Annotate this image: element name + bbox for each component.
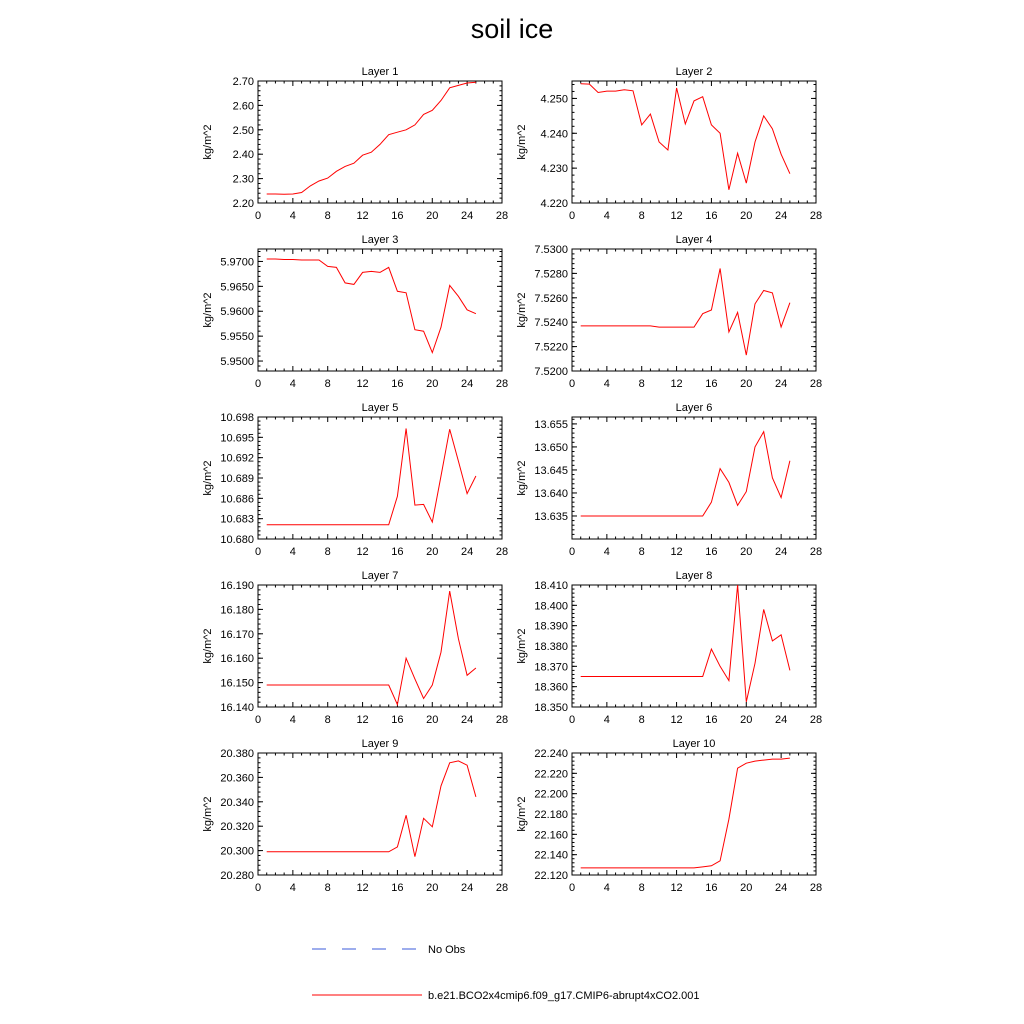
y-tick-label: 16.140 [220, 702, 254, 714]
x-tick-label: 24 [461, 546, 474, 558]
panel-title: Layer 10 [672, 738, 716, 750]
y-tick-label: 2.20 [232, 198, 254, 210]
x-tick-label: 12 [670, 882, 683, 894]
x-tick-label: 20 [426, 546, 439, 558]
y-tick-label: 4.240 [540, 128, 568, 141]
x-tick-label: 20 [426, 210, 439, 222]
x-tick-label: 24 [461, 882, 474, 894]
y-tick-label: 22.180 [534, 809, 568, 821]
x-tick-label: 8 [324, 378, 331, 390]
legend-no-obs-label: No Obs [428, 944, 466, 956]
y-axis-label: kg/m^2 [516, 292, 528, 328]
y-tick-label: 2.50 [232, 124, 254, 137]
y-tick-label: 16.180 [220, 604, 254, 617]
x-tick-label: 8 [638, 378, 645, 390]
x-tick-label: 12 [356, 546, 369, 558]
x-tick-label: 0 [254, 378, 262, 390]
panel-title: Layer 6 [675, 402, 713, 414]
panel-title: Layer 8 [675, 570, 713, 582]
x-tick-label: 4 [603, 210, 610, 222]
x-tick-label: 24 [461, 714, 474, 726]
x-tick-label: 0 [568, 210, 576, 222]
x-tick-label: 20 [426, 378, 439, 390]
y-tick-label: 10.689 [220, 473, 254, 485]
x-tick-label: 4 [289, 378, 296, 390]
y-tick-label: 20.320 [220, 821, 254, 834]
x-tick-label: 4 [289, 210, 296, 222]
x-tick-label: 12 [670, 714, 683, 726]
y-tick-label: 20.300 [220, 845, 254, 858]
x-tick-label: 12 [356, 378, 369, 390]
y-tick-label: 20.360 [220, 772, 254, 785]
x-tick-label: 12 [670, 546, 683, 558]
x-tick-label: 24 [775, 546, 788, 558]
y-tick-label: 7.5260 [534, 292, 568, 305]
y-tick-label: 13.650 [534, 441, 568, 454]
x-tick-label: 28 [809, 882, 823, 894]
x-tick-label: 4 [289, 882, 296, 894]
y-tick-label: 10.686 [220, 493, 254, 506]
y-tick-label: 20.380 [220, 748, 254, 760]
y-tick-label: 4.220 [540, 198, 568, 210]
y-tick-label: 13.640 [534, 487, 568, 500]
y-tick-label: 10.680 [220, 534, 254, 546]
y-axis-label: kg/m^2 [516, 124, 528, 160]
y-tick-label: 22.220 [534, 768, 568, 781]
x-tick-label: 20 [740, 210, 753, 222]
x-tick-label: 16 [705, 210, 718, 222]
x-tick-label: 12 [356, 882, 369, 894]
y-tick-label: 10.692 [220, 452, 254, 465]
y-tick-label: 5.9500 [220, 356, 254, 369]
y-tick-label: 2.40 [232, 149, 254, 162]
y-tick-label: 5.9550 [220, 331, 254, 344]
x-tick-label: 8 [638, 210, 645, 222]
x-tick-label: 4 [603, 378, 610, 390]
x-tick-label: 16 [391, 714, 404, 726]
y-tick-label: 18.400 [534, 600, 568, 613]
x-tick-label: 28 [495, 210, 509, 222]
x-tick-label: 4 [603, 714, 610, 726]
y-tick-label: 10.698 [220, 412, 254, 424]
panel-title: Layer 9 [361, 738, 399, 750]
y-tick-label: 2.70 [232, 76, 254, 88]
x-tick-label: 16 [391, 546, 404, 558]
y-tick-label: 22.240 [534, 748, 568, 760]
x-tick-label: 16 [705, 714, 718, 726]
panel-title: Layer 3 [361, 234, 399, 246]
y-tick-label: 13.655 [534, 418, 568, 431]
x-tick-label: 12 [670, 378, 683, 390]
x-tick-label: 8 [324, 882, 331, 894]
x-tick-label: 28 [495, 714, 509, 726]
y-axis-label: kg/m^2 [202, 628, 214, 664]
y-tick-label: 18.410 [534, 580, 568, 592]
y-tick-label: 7.5200 [534, 366, 568, 378]
x-tick-label: 28 [809, 210, 823, 222]
x-tick-label: 28 [495, 882, 509, 894]
x-tick-label: 0 [568, 546, 576, 558]
x-tick-label: 0 [254, 210, 262, 222]
y-tick-label: 18.380 [534, 641, 568, 653]
y-tick-label: 13.635 [534, 510, 568, 523]
x-tick-label: 12 [356, 714, 369, 726]
y-tick-label: 22.160 [534, 829, 568, 842]
y-tick-label: 2.30 [232, 173, 254, 186]
x-tick-label: 0 [254, 546, 262, 558]
x-tick-label: 4 [603, 546, 610, 558]
y-tick-label: 18.350 [534, 702, 568, 714]
x-tick-label: 16 [705, 546, 718, 558]
x-tick-label: 16 [705, 882, 718, 894]
x-tick-label: 4 [289, 714, 296, 726]
x-tick-label: 20 [740, 714, 753, 726]
y-tick-label: 16.190 [220, 580, 254, 592]
x-tick-label: 8 [324, 714, 331, 726]
x-tick-label: 20 [740, 882, 753, 894]
y-axis-label: kg/m^2 [516, 460, 528, 496]
x-tick-label: 28 [809, 714, 823, 726]
panel-title: Layer 2 [675, 66, 713, 78]
x-tick-label: 8 [638, 714, 645, 726]
panel-title: Layer 7 [361, 570, 399, 582]
x-tick-label: 28 [495, 546, 509, 558]
y-tick-label: 16.150 [220, 677, 254, 690]
y-tick-label: 5.9600 [220, 306, 254, 319]
x-tick-label: 16 [705, 378, 718, 390]
x-tick-label: 4 [603, 882, 610, 894]
y-tick-label: 10.683 [220, 513, 254, 526]
y-tick-label: 4.230 [540, 163, 568, 176]
y-tick-label: 13.645 [534, 464, 568, 477]
y-tick-label: 7.5240 [534, 317, 568, 330]
y-tick-label: 18.390 [534, 620, 568, 633]
x-tick-label: 0 [254, 714, 262, 726]
x-tick-label: 24 [461, 210, 474, 222]
y-axis-label: kg/m^2 [202, 292, 214, 328]
y-tick-label: 7.5220 [534, 341, 568, 354]
x-tick-label: 0 [568, 882, 576, 894]
y-tick-label: 5.9650 [220, 281, 254, 294]
panel-title: Layer 1 [361, 66, 399, 78]
y-axis-label: kg/m^2 [516, 628, 528, 664]
x-tick-label: 24 [775, 882, 788, 894]
figure-title: soil ice [470, 14, 554, 44]
x-tick-label: 16 [391, 882, 404, 894]
x-tick-label: 16 [391, 210, 404, 222]
y-axis-label: kg/m^2 [516, 796, 528, 832]
panel-title: Layer 5 [361, 402, 399, 414]
y-tick-label: 10.695 [220, 432, 254, 445]
x-tick-label: 8 [638, 882, 645, 894]
y-tick-label: 22.140 [534, 849, 568, 862]
x-tick-label: 16 [391, 378, 404, 390]
x-tick-label: 0 [568, 714, 576, 726]
y-tick-label: 5.9700 [220, 256, 254, 269]
y-axis-label: kg/m^2 [202, 460, 214, 496]
x-tick-label: 0 [568, 378, 576, 390]
x-tick-label: 28 [495, 378, 509, 390]
y-axis-label: kg/m^2 [202, 124, 214, 160]
y-tick-label: 7.5300 [534, 244, 568, 256]
y-tick-label: 2.60 [232, 100, 254, 113]
y-tick-label: 4.250 [540, 93, 568, 106]
y-tick-label: 16.160 [220, 653, 254, 666]
x-tick-label: 20 [426, 714, 439, 726]
y-tick-label: 18.370 [534, 661, 568, 674]
x-tick-label: 28 [809, 378, 823, 390]
x-tick-label: 8 [324, 210, 331, 222]
x-tick-label: 24 [775, 378, 788, 390]
x-tick-label: 12 [670, 210, 683, 222]
x-tick-label: 4 [289, 546, 296, 558]
y-tick-label: 16.170 [220, 628, 254, 641]
y-tick-label: 7.5280 [534, 268, 568, 281]
y-tick-label: 20.280 [220, 870, 254, 882]
x-tick-label: 8 [638, 546, 645, 558]
x-tick-label: 20 [426, 882, 439, 894]
x-tick-label: 0 [254, 882, 262, 894]
x-tick-label: 12 [356, 210, 369, 222]
y-tick-label: 22.120 [534, 870, 568, 882]
y-tick-label: 20.340 [220, 796, 254, 809]
panel-title: Layer 4 [675, 234, 713, 246]
y-tick-label: 18.360 [534, 681, 568, 694]
x-tick-label: 20 [740, 546, 753, 558]
legend-model-label: b.e21.BCO2x4cmip6.f09_g17.CMIP6-abrupt4xCO2.001 [428, 990, 700, 1002]
x-tick-label: 24 [461, 378, 474, 390]
x-tick-label: 28 [809, 546, 823, 558]
x-tick-label: 8 [324, 546, 331, 558]
x-tick-label: 24 [775, 210, 788, 222]
x-tick-label: 20 [740, 378, 753, 390]
x-tick-label: 24 [775, 714, 788, 726]
y-tick-label: 22.200 [534, 788, 568, 801]
y-axis-label: kg/m^2 [202, 796, 214, 832]
